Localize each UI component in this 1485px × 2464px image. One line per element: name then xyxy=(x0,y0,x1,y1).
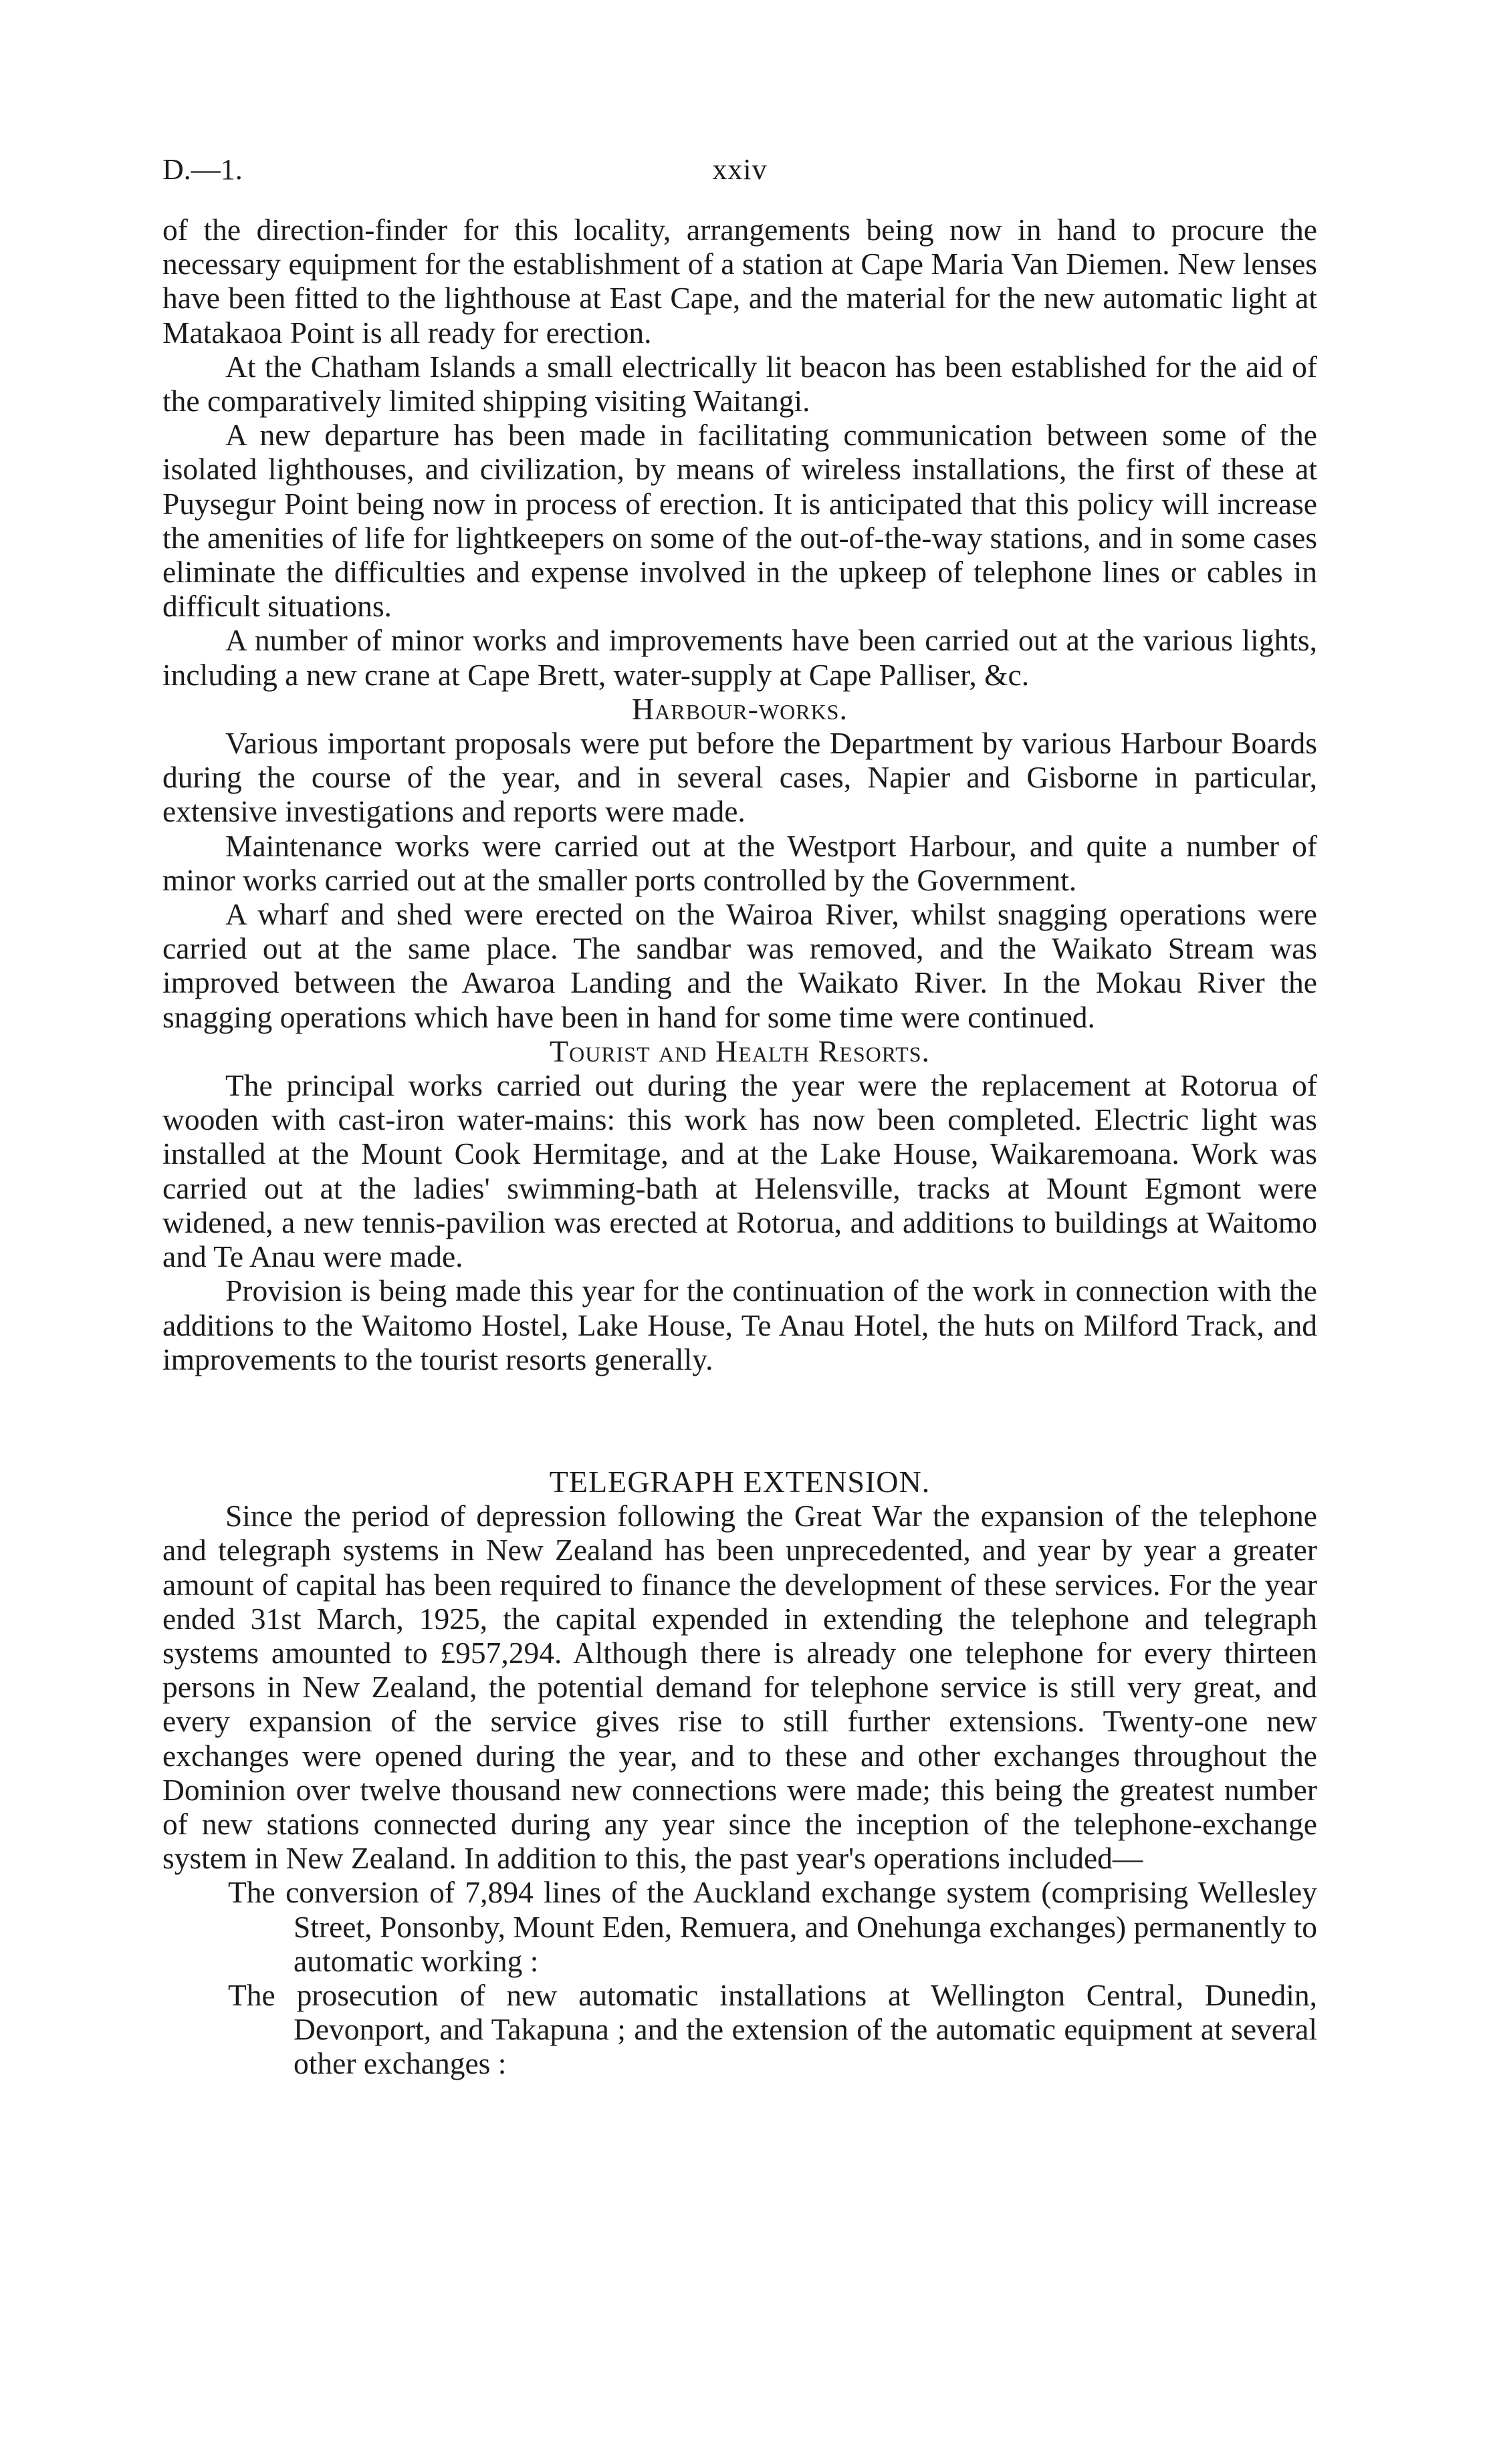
paragraph: A new departure has been made in facilitating communication between some of the isolated lighthouses, and civilization, by means of wireless installations, the first of these at Puysegur Point being now in process of erection. It is anticipated that this policy will increase the amenities of life for lightkeepers on some of the out-of-the-way stations, and in some cases eliminate the difficulties and expense involved in the upkeep of telephone lines or cables in difficult situations. xyxy=(162,418,1317,624)
document-reference: D.—1. xyxy=(162,153,243,186)
paragraph: A number of minor works and improvements have been carried out at the various lights, including a new crane at Cape Brett, water-supply at Cape Palliser, &c. xyxy=(162,623,1317,692)
section-heading: Tourist and Health Resorts. xyxy=(549,1033,931,1068)
paragraph: Provision is being made this year for the continuation of the work in connection with the additions to the Waitomo Hostel, Lake House, Te Anau Hotel, the huts on Milford Track, and improvements to the tourist resorts generally. xyxy=(162,1273,1317,1376)
paragraph: Maintenance works were carried out at the Westport Harbour, and quite a number of minor works carried out at the smaller ports controlled by the Government. xyxy=(162,828,1317,897)
harbour-works-section xyxy=(162,692,1317,1034)
body-text xyxy=(162,213,1317,2081)
list-item: The prosecution of new automatic installations at Wellington Central, Dunedin, Devonport, and Takapuna ; and the extension of the automatic equipment at several other exchanges : xyxy=(228,1977,1317,2081)
paragraph: A wharf and shed were erected on the Wairoa River, whilst snagging operations were carried out at the same place. The sandbar was removed, and the Waikato Stream was improved between the Awaroa Landing and the Waikato River. In the Mokau River the snagging operations which have been in hand for some time were continued. xyxy=(162,897,1317,1034)
lighthouses-section xyxy=(162,213,1317,692)
list-item: The conversion of 7,894 lines of the Auckland exchange system (comprising Wellesley Street, Ponsonby, Mount Eden, Remuera, and Onehunga exchanges) permanently to automatic working : xyxy=(228,1875,1317,1978)
tourist-resorts-section xyxy=(162,1034,1317,1376)
section-heading: Harbour-works. xyxy=(632,691,848,726)
paragraph: of the direction-finder for this locality, arrangements being now in hand to procure the necessary equipment for the establishment of a station at Cape Maria Van Diemen. New lenses have been fitted to the lighthouse at East Cape, and the material for the new automatic light at Matakaoa Point is all ready for erection. xyxy=(162,213,1317,350)
section-title: TELEGRAPH EXTENSION. xyxy=(549,1464,931,1499)
paragraph: At the Chatham Islands a small electrically lit beacon has been established for the aid of the comparatively limited shipping visiting Waitangi. xyxy=(162,349,1317,418)
paragraph: The principal works carried out during the year were the replacement at Rotorua of wooden with cast-iron water-mains: this work has now been completed. Electric light was installed at the Mount Cook Hermitage, and at the Lake House, Waikaremoana. Work was carried out at the ladies' swimming-bath at Helensville, tracks at Mount Egmont were widened, a new tennis-pavilion was erected at Rotorua, and additions to buildings at Waitomo and Te Anau were made. xyxy=(162,1068,1317,1274)
page-header xyxy=(162,152,1317,193)
page-number: xxiv xyxy=(712,153,768,186)
paragraph: Since the period of depression following the Great War the expansion of the telephone and telegraph systems in New Zealand has been unprecedented, and year by year a greater amount of capital has been required to finance the development of these services. For the year ended 31st March, 1925, the capital expended in extending the telephone and telegraph systems amounted to £957,294. Although there is already one telephone for every thirteen persons in New Zealand, the potential demand for telephone service is still very great, and every expansion of the service gives rise to still further extensions. Twenty-one new exchanges were opened during the year, and to these and other exchanges throughout the Dominion over twelve thousand new connections were made; this being the greatest number of new stations connected during any year since the inception of the telephone-exchange system in New Zealand. In addition to this, the past year's operations included— xyxy=(162,1499,1317,1876)
telegraph-extension-section xyxy=(162,1465,1317,2081)
paragraph: Various important proposals were put before the Department by various Harbour Boards during the course of the year, and in several cases, Napier and Gisborne in particular, extensive investigations and reports were made. xyxy=(162,726,1317,829)
